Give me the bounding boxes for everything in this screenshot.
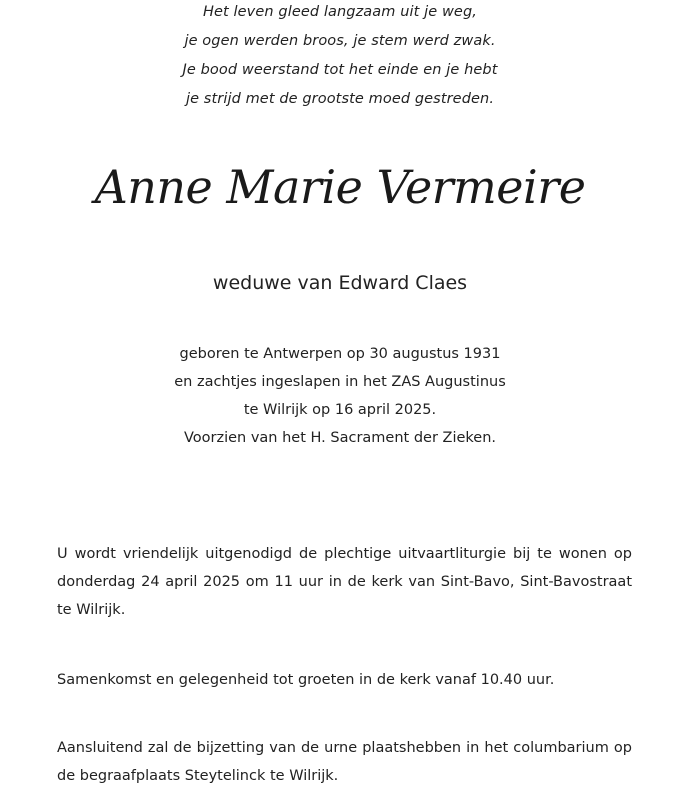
widow-of-line: weduwe van Edward Claes <box>212 272 468 294</box>
poem-line: je ogen werden broos, je stem werd zwak. <box>184 33 496 49</box>
detail-line: te Wilrijk op 16 april 2025. <box>243 402 437 418</box>
poem-line: Het leven gleed langzaam uit je weg, <box>203 4 477 20</box>
interment-paragraph: Aansluitend zal de bijzetting van de urne plaatshebben in het columbarium op de begraafplaats Steytelinck te Wilrijk. <box>57 740 632 784</box>
detail-line: en zachtjes ingeslapen in het ZAS Augustinus <box>174 374 506 390</box>
detail-line: Voorzien van het H. Sacrament der Zieken. <box>183 430 496 446</box>
detail-line: geboren te Antwerpen op 30 augustus 1931 <box>179 346 501 362</box>
gathering-paragraph: Samenkomst en gelegenheid tot groeten in de kerk vanaf 10.40 uur. <box>57 672 555 688</box>
funeral-invitation-paragraph: U wordt vriendelijk uitgenodigd de plechtige uitvaartliturgie bij te wonen op donderdag 24 april 2025 om 11 uur in de kerk van Sint-Bavo, Sint-Bavostraat te Wilrijk. <box>57 546 632 618</box>
poem-line: Je bood weerstand tot het einde en je hebt <box>182 62 498 78</box>
poem-line: je strijd met de grootste moed gestreden. <box>185 91 495 107</box>
deceased-name: Anne Marie Vermeire <box>94 160 586 214</box>
